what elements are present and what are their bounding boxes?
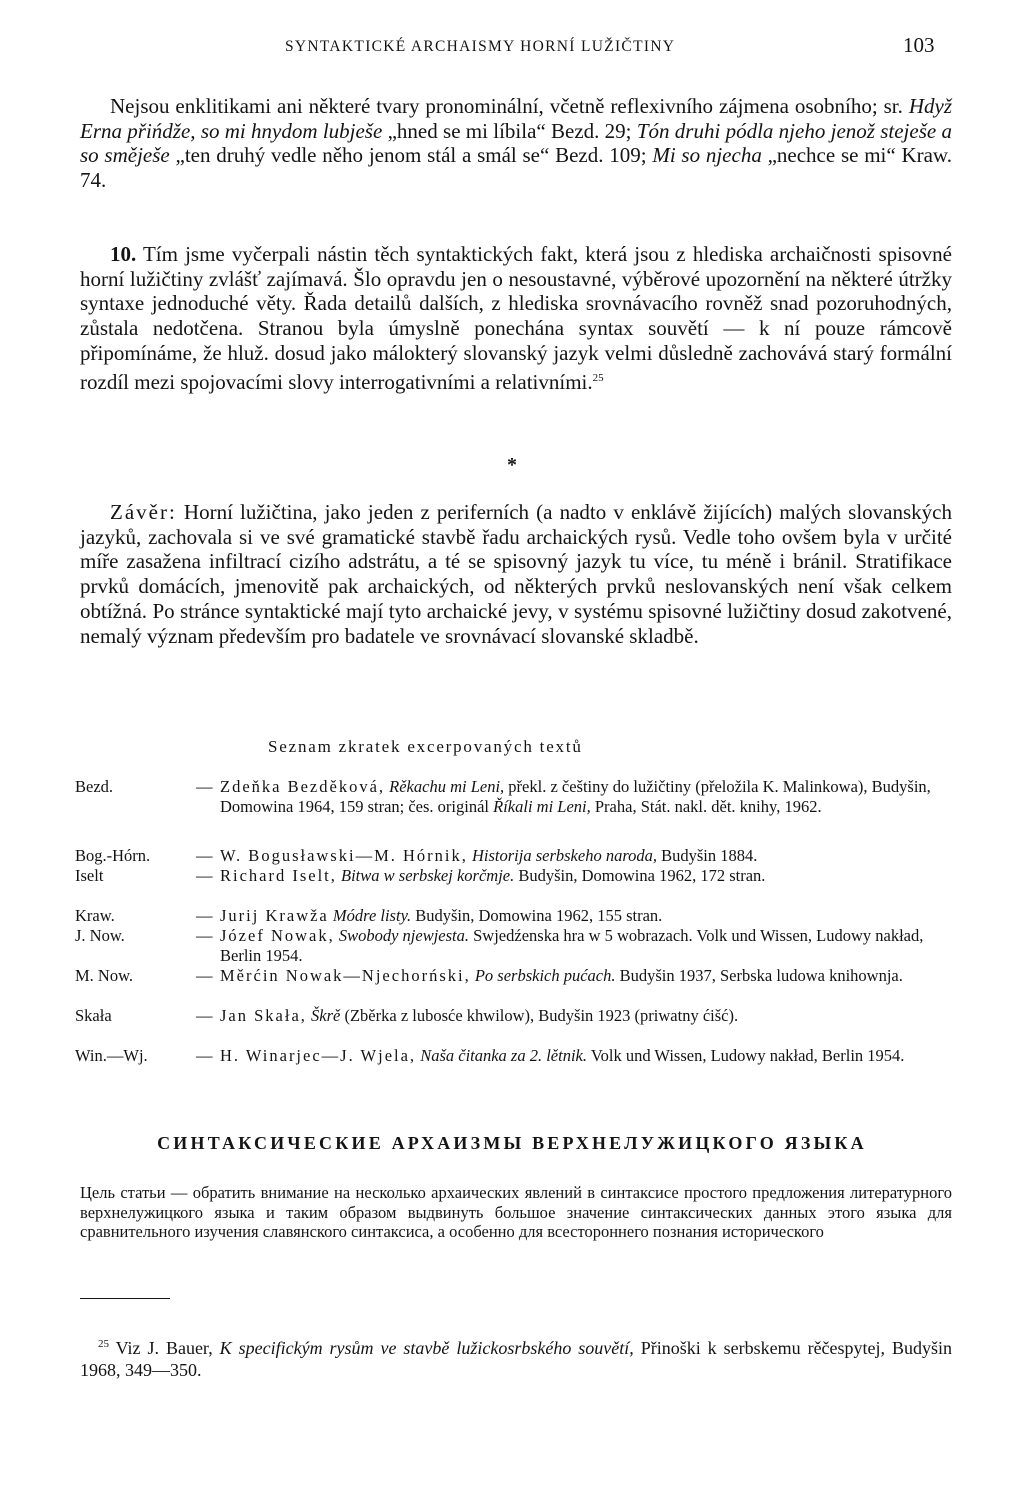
- entry-details: Budyšin, Domowina 1962, 172 stran.: [514, 866, 766, 885]
- footnote-25: [80, 1333, 952, 1381]
- entry-details: Budyšin, Domowina 1962, 155 stran.: [411, 906, 663, 925]
- abbreviation-dash: —: [196, 777, 213, 796]
- entry-work-title: Říkali mi Leni,: [493, 796, 591, 816]
- abbreviation-dash: —: [196, 846, 213, 865]
- para1-text: „hned se mi líbila“ Bezd. 29;: [382, 118, 637, 143]
- russian-summary-title: СИНТАКСИЧЕСКИЕ АРХАИЗМЫ ВЕРХНЕЛУЖИЦКОГО ЯЗЫКА: [157, 1133, 867, 1153]
- example-sorbian-1: Hdyž Erna přińdže, so mi hnydom lubješe: [80, 94, 952, 143]
- abbreviation-dash: —: [196, 866, 213, 885]
- abbreviation-dash: —: [196, 1046, 213, 1065]
- entry-work-title: Rěkachu mi Leni,: [389, 777, 505, 796]
- entry-details: překl. z češtiny do lužičtiny (přeložila K. Malinkowa), Budyšin, Domowina 1964, 159 stran; čes. originál: [220, 777, 931, 816]
- example-sorbian-2: Tón druhi pódla njeho jenož steješe a so směješe: [80, 118, 952, 168]
- entry-work-title: Naša čitanka za 2. lětnik.: [420, 1046, 588, 1065]
- conclusion-lead: Závěr:: [110, 500, 177, 524]
- running-head: SYNTAKTICKÉ ARCHAISMY HORNÍ LUŽIČTINY: [285, 38, 676, 55]
- entry-work-title: Historija serbskeho naroda,: [471, 846, 657, 865]
- footnote-title: K specifickým rysům ve stavbě lužickosrbského souvětí,: [219, 1338, 634, 1358]
- abbreviation-dash: —: [196, 906, 213, 925]
- abbreviation-key: Win.—Wj.: [75, 1046, 148, 1065]
- entry-author: Zdeňka Bezděková,: [220, 777, 386, 796]
- para1-text: „nechce se mi“ Kraw. 74.: [80, 143, 952, 193]
- entry-work-title: Bitwa w serbskej korčmje.: [341, 866, 515, 885]
- entry-details: Budyšin 1937, Serbska ludowa knihownja.: [615, 966, 903, 985]
- page-number: 103: [903, 33, 935, 57]
- abbreviation-dash: —: [196, 926, 213, 945]
- entry-author: Richard Iselt,: [220, 866, 337, 885]
- entry-details: Budyšin 1884.: [657, 846, 758, 865]
- entry-work-title: Škrě: [311, 1006, 341, 1025]
- entry-work-title: Swobody njewjesta.: [338, 926, 469, 945]
- entry-work-title: Módre listy.: [332, 906, 412, 925]
- entry-author: Jan Skała,: [220, 1006, 307, 1025]
- abbreviation-entry: [220, 966, 952, 986]
- abbreviation-key: Bezd.: [75, 777, 114, 796]
- entry-details: (Zběrka z lubosće khwilow), Budyšin 1923 (priwatny ćišć).: [340, 1006, 739, 1025]
- abbreviation-key: Kraw.: [75, 906, 115, 925]
- abbreviation-entry: [220, 1006, 952, 1026]
- footnote-number: 25: [98, 1338, 109, 1350]
- footnote-rule: [80, 1298, 170, 1299]
- abbreviation-dash: —: [196, 966, 213, 985]
- abbreviation-entry: [220, 926, 952, 965]
- abbreviation-entry: [220, 906, 952, 926]
- example-sorbian-3: Mi so njecha: [652, 143, 762, 168]
- abbreviation-entry: [220, 846, 952, 866]
- abbreviation-entry: [220, 777, 952, 816]
- para2-text: Tím jsme vyčerpali nástin těch syntaktických fakt, která jsou z hlediska archaičnosti spisovné horní lužičtiny zvlášť zajímavá. Šlo opravdu jen o nesoustavné, výběrové upozornění na některé útržky syntaxe jednoduché věty. Řada detailů dalších, z hlediska srovnávacího rovněž snad pozoruhodných, zůstala nedotčena. Stranou byla úmyslně ponechána syntax souvětí — k ní pouze rámcově připomínáme, že hluž. dosud jako málokterý slovanský jazyk velmi důsledně zachovává starý formální rozdíl mezi spojovacími slovy interrogativními a relativními.: [80, 242, 952, 394]
- footnote-text: Přinoški k serbskemu rěčespytej, Budyšin 1968, 349—350.: [80, 1338, 952, 1380]
- entry-author: H. Winarjec—J. Wjela,: [220, 1046, 417, 1065]
- abbreviation-key: M. Now.: [75, 966, 134, 985]
- abbreviation-entry: [220, 866, 952, 886]
- abbreviation-key: Bog.-Hórn.: [75, 846, 151, 865]
- entry-author: W. Bogusławski—M. Hórnik,: [220, 846, 468, 865]
- para1-text: „ten druhý vedle něho jenom stál a smál se“ Bezd. 109;: [169, 143, 653, 168]
- abbreviation-key: Iselt: [75, 866, 104, 885]
- section-separator: *: [507, 454, 517, 476]
- entry-details: Praha, Stát. nakl. dět. knihy, 1962.: [590, 796, 822, 816]
- para1-text: Nejsou enklitikami ani některé tvary pronominální, včetně reflexivního zájmena osobního; sr.: [110, 94, 909, 118]
- abbreviations-title: Seznam zkratek excerpovaných textů: [268, 737, 583, 756]
- entry-author: Jurij Krawža: [220, 906, 329, 925]
- abbreviation-key: Skała: [75, 1006, 112, 1025]
- footnote-text: Viz J. Bauer,: [109, 1338, 220, 1358]
- entry-details: Volk und Wissen, Ludowy nakład, Berlin 1954.: [587, 1046, 905, 1065]
- entry-details: Swjedźenska hra w 5 wobrazach. Volk und Wissen, Ludowy nakład, Berlin 1954.: [220, 926, 924, 965]
- entry-author: Měrćin Nowak—Njechorński,: [220, 966, 471, 985]
- russian-summary-body: Цель статьи — обратить внимание на несколько архаических явлений в синтаксисе простого предложения литературного верхнелужицкого языка и таким образом выдвинуть большое значение синтаксических данных этого языка для сравнительного изучения славянского синтаксиса, а особенно для всестороннего познания исторического: [80, 1183, 952, 1241]
- abbreviation-dash: —: [196, 1006, 213, 1025]
- abbreviation-key: J. Now.: [75, 926, 125, 945]
- footnote-ref[interactable]: 25: [592, 371, 604, 384]
- entry-author: Józef Nowak,: [220, 926, 335, 945]
- para3-text: Horní lužičtina, jako jeden z periferních (a nadto v enklávě žijících) malých slovanských jazyků, zachovala si ve své gramatické stavbě řadu archaických rysů. Vedle toho ovšem byla v určité míře zasažena infiltrací cizího adstrátu, a té se spisovný jazyk tu více, tu méně i bránil. Stratifikace prvků domácích, jmenovitě pak archaických, od některých prvků neslovanských není však celkem obtížná. Po stránce syntaktické mají tyto archaické jevy, v systému spisovné lužičtiny dosud zakotvené, nemalý význam především pro badatele ve srovnávací slovanské skladbě.: [80, 500, 952, 648]
- entry-work-title: Po serbskich pućach.: [474, 966, 616, 985]
- section-number: 10.: [110, 242, 137, 266]
- abbreviation-entry: [220, 1046, 952, 1066]
